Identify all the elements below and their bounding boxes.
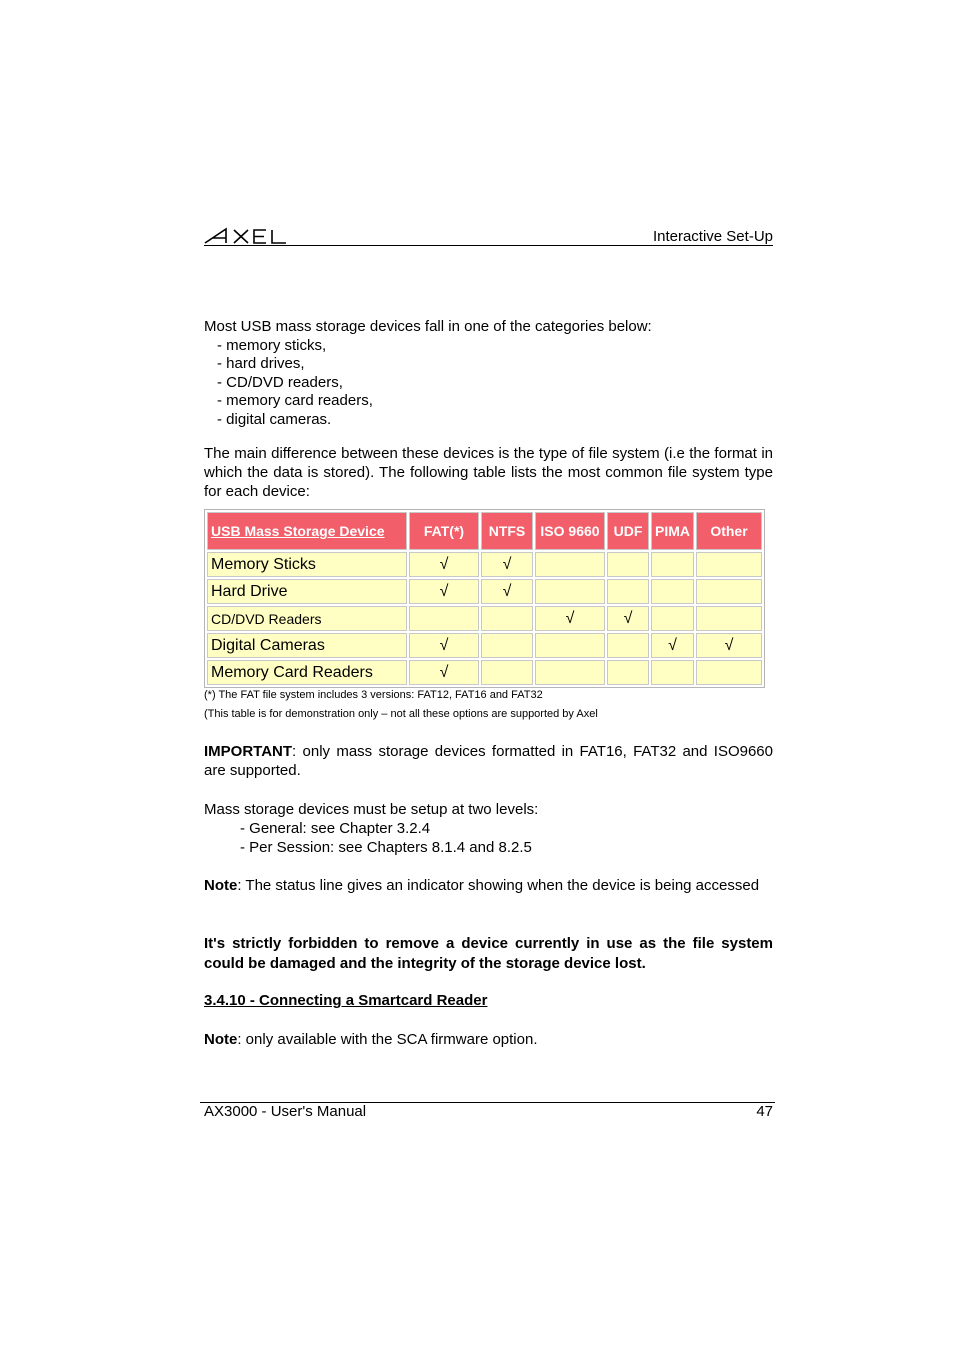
table-cell [696, 552, 762, 577]
table-cell [409, 606, 479, 631]
note-label: Note [204, 1031, 238, 1048]
table-cell [607, 660, 649, 685]
table-cell [696, 606, 762, 631]
table-row [207, 606, 762, 631]
table-cell [607, 633, 649, 658]
manual-title: AX3000 - User's Manual [204, 1103, 367, 1120]
axel-logo [204, 223, 292, 247]
column-header: PIMA [651, 512, 694, 550]
table-cell: √ [607, 606, 649, 631]
table-cell [651, 579, 694, 604]
table-row [207, 552, 762, 577]
table-row [207, 633, 762, 658]
table-cell: √ [535, 606, 605, 631]
table-cell: √ [409, 633, 479, 658]
list-item: - digital cameras. [217, 410, 332, 428]
table-cell [607, 552, 649, 577]
column-header: UDF [607, 512, 649, 550]
table-cell [696, 579, 762, 604]
table-cell [651, 552, 694, 577]
table-cell: √ [409, 660, 479, 685]
important-text: : only mass storage devices formatted in FAT16, FAT32 and ISO9660 are supported. [204, 743, 773, 779]
note-text: : only available with the SCA firmware option. [237, 1031, 538, 1048]
list-item: - memory sticks, [217, 336, 327, 354]
intro-block [204, 318, 773, 429]
table-cell: Hard Drive [207, 579, 407, 604]
important-paragraph [204, 742, 773, 780]
column-header: ISO 9660 [535, 512, 605, 550]
table-cell [535, 660, 605, 685]
table-header-row [207, 512, 762, 550]
list-item: - CD/DVD readers, [217, 373, 343, 391]
table-cell [535, 633, 605, 658]
table-row [207, 660, 762, 685]
header-rule [204, 245, 773, 246]
list-item: - memory card readers, [217, 392, 373, 409]
table-footnote: (*) The FAT file system includes 3 versions: FAT12, FAT16 and FAT32 [204, 689, 543, 701]
section-title: Interactive Set-Up [652, 228, 773, 245]
table-cell [481, 633, 533, 658]
table-cell: Memory Sticks [207, 552, 407, 577]
intro-lead: Most USB mass storage devices fall in one of the categories below: [204, 318, 652, 335]
page-number: 47 [756, 1103, 773, 1120]
table-cell: √ [696, 633, 762, 658]
list-item: - General: see Chapter 3.2.4 [240, 820, 431, 837]
table-cell [651, 660, 694, 685]
table-cell [607, 579, 649, 604]
sca-note [204, 1030, 773, 1049]
important-label: IMPORTANT [204, 743, 293, 760]
table-cell [535, 579, 605, 604]
table-cell: √ [481, 579, 533, 604]
table-cell [481, 660, 533, 685]
table-cell [481, 606, 533, 631]
section-heading: 3.4.10 - Connecting a Smartcard Reader [204, 992, 488, 1009]
table-cell: √ [651, 633, 694, 658]
column-header: Other [696, 512, 762, 550]
table-cell [696, 660, 762, 685]
table-cell: √ [409, 579, 479, 604]
column-header: FAT(*) [409, 512, 479, 550]
file-system-table [204, 509, 765, 688]
table-cell: √ [481, 552, 533, 577]
status-note [204, 876, 773, 896]
column-header: NTFS [481, 512, 533, 550]
note-label: Note [204, 877, 238, 894]
setup-lead: Mass storage devices must be setup at two levels: [204, 801, 539, 818]
table-cell: CD/DVD Readers [207, 606, 407, 631]
table-cell: √ [409, 552, 479, 577]
setup-block [204, 800, 773, 857]
table-cell: Memory Card Readers [207, 660, 407, 685]
note-text: : The status line gives an indicator showing when the device is being accessed [237, 877, 760, 894]
table-cell: Digital Cameras [207, 633, 407, 658]
table-disclaimer: (This table is for demonstration only – not all these options are supported by Axel [204, 708, 598, 720]
table-row [207, 579, 762, 604]
table-cell [535, 552, 605, 577]
difference-paragraph: The main difference between these devices is the type of file system (i.e the format in which the data is stored). The following table lists the most common file system type for each device: [204, 445, 773, 500]
list-item: - Per Session: see Chapters 8.1.4 and 8.2.5 [240, 839, 532, 856]
column-header: USB Mass Storage Device [207, 512, 407, 550]
warning-paragraph: It's strictly forbidden to remove a device currently in use as the file system could be damaged and the integrity of the storage device lost. [204, 935, 773, 972]
list-item: - hard drives, [217, 355, 305, 372]
table-cell [651, 606, 694, 631]
